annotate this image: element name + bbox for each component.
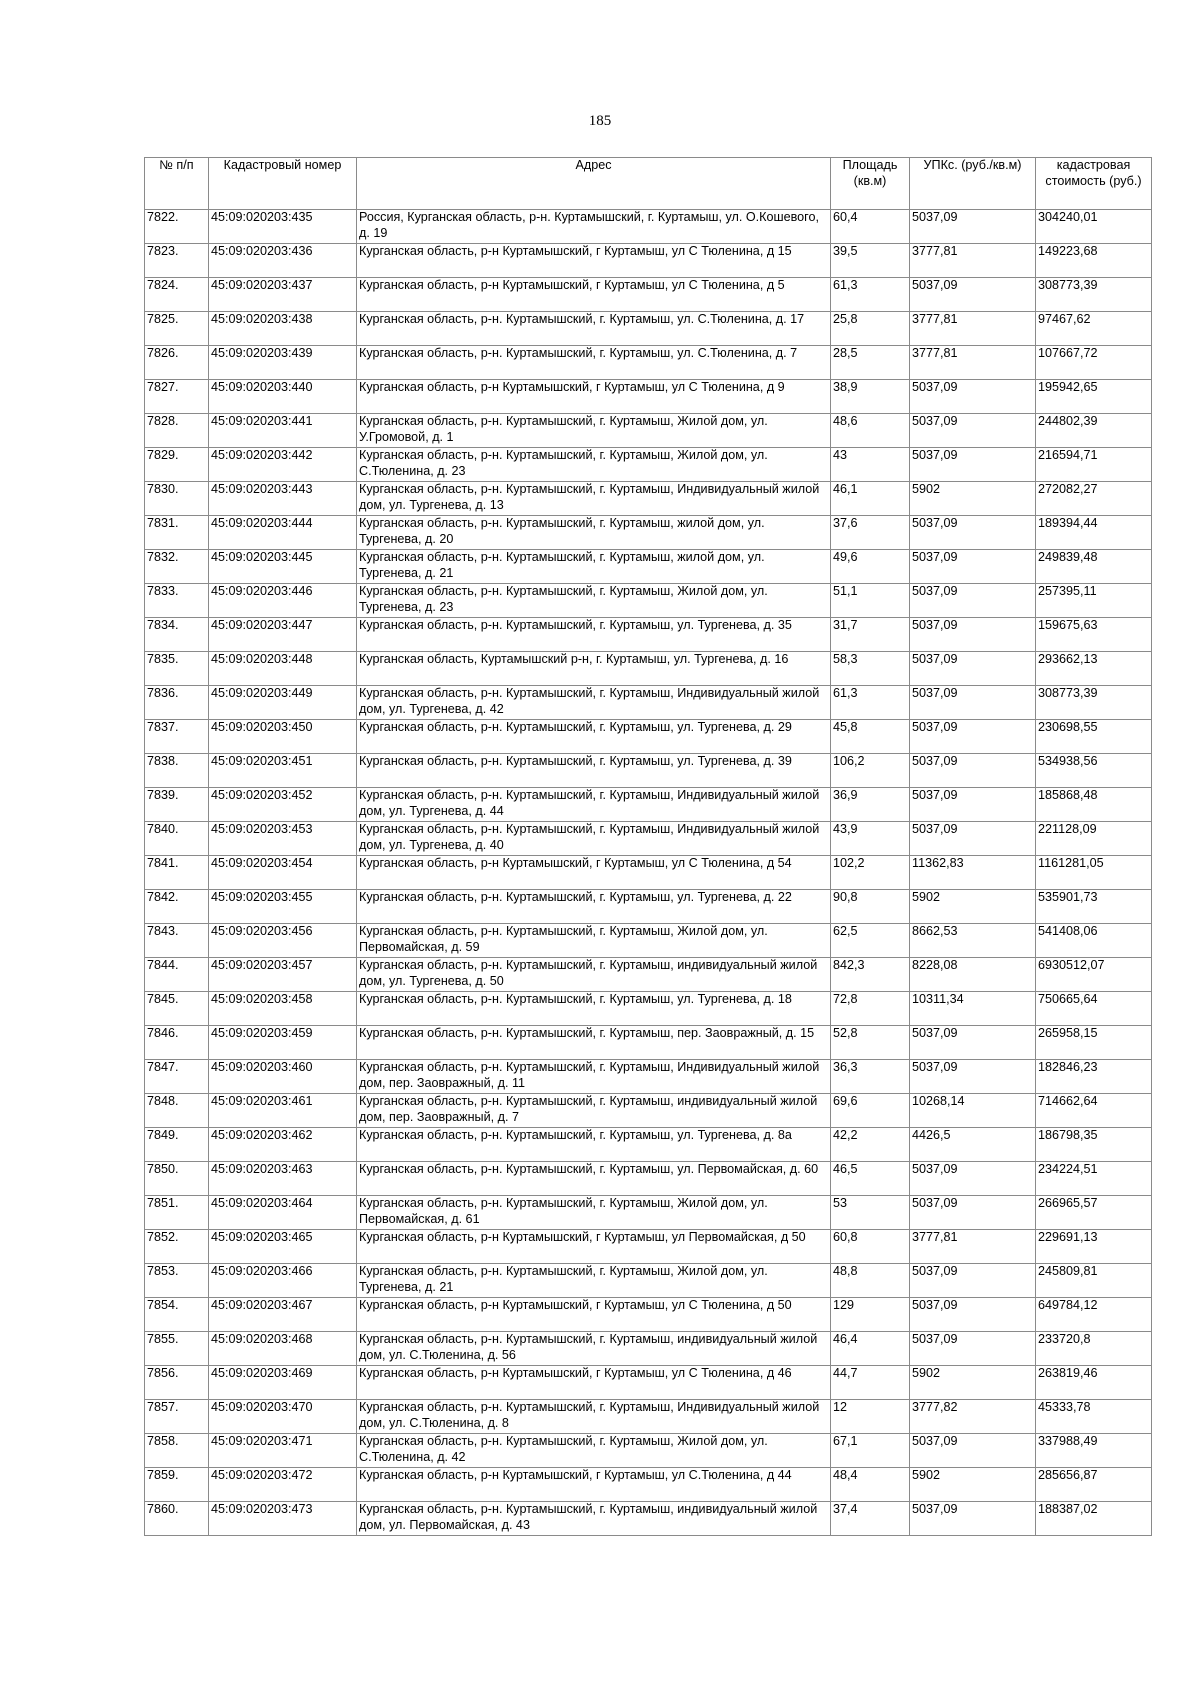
cell-row-number: 7831. bbox=[145, 516, 209, 550]
cell-upks: 5037,09 bbox=[910, 550, 1036, 584]
cell-cadastral-number: 45:09:020203:463 bbox=[209, 1162, 357, 1196]
cell-row-number: 7840. bbox=[145, 822, 209, 856]
cell-cadastral-number: 45:09:020203:450 bbox=[209, 720, 357, 754]
cell-address: Курганская область, р-н. Куртамышский, г. Куртамыш, ул. Тургенева, д. 8а bbox=[357, 1128, 831, 1162]
cell-upks: 8228,08 bbox=[910, 958, 1036, 992]
cell-cadastral-number: 45:09:020203:454 bbox=[209, 856, 357, 890]
header-upks: УПКс. (руб./кв.м) bbox=[910, 158, 1036, 210]
table-row bbox=[145, 380, 1152, 414]
cell-area: 38,9 bbox=[831, 380, 910, 414]
cell-cadastral-number: 45:09:020203:436 bbox=[209, 244, 357, 278]
cell-upks: 5902 bbox=[910, 1468, 1036, 1502]
table-row bbox=[145, 754, 1152, 788]
cell-cadastral-cost: 107667,72 bbox=[1036, 346, 1152, 380]
cell-cadastral-number: 45:09:020203:469 bbox=[209, 1366, 357, 1400]
cell-upks: 5037,09 bbox=[910, 1060, 1036, 1094]
cell-cadastral-number: 45:09:020203:457 bbox=[209, 958, 357, 992]
cell-row-number: 7854. bbox=[145, 1298, 209, 1332]
table-row bbox=[145, 516, 1152, 550]
cell-area: 31,7 bbox=[831, 618, 910, 652]
cell-area: 842,3 bbox=[831, 958, 910, 992]
cell-cadastral-number: 45:09:020203:464 bbox=[209, 1196, 357, 1230]
cell-upks: 5037,09 bbox=[910, 448, 1036, 482]
cell-area: 25,8 bbox=[831, 312, 910, 346]
cell-address: Курганская область, р-н Куртамышский, г Куртамыш, ул С Тюленина, д 15 bbox=[357, 244, 831, 278]
cell-cadastral-number: 45:09:020203:460 bbox=[209, 1060, 357, 1094]
page-number: 185 bbox=[588, 113, 612, 129]
cell-upks: 5037,09 bbox=[910, 1026, 1036, 1060]
cell-area: 52,8 bbox=[831, 1026, 910, 1060]
cell-address: Курганская область, р-н Куртамышский, г Куртамыш, ул Первомайская, д 50 bbox=[357, 1230, 831, 1264]
table-row bbox=[145, 1400, 1152, 1434]
cell-cadastral-cost: 293662,13 bbox=[1036, 652, 1152, 686]
cell-upks: 11362,83 bbox=[910, 856, 1036, 890]
cell-address: Курганская область, р-н. Куртамышский, г. Куртамыш, жилой дом, ул. Тургенева, д. 20 bbox=[357, 516, 831, 550]
cell-row-number: 7822. bbox=[145, 210, 209, 244]
cell-cadastral-cost: 308773,39 bbox=[1036, 278, 1152, 312]
cell-cadastral-cost: 188387,02 bbox=[1036, 1502, 1152, 1536]
cell-area: 90,8 bbox=[831, 890, 910, 924]
cell-upks: 5037,09 bbox=[910, 1162, 1036, 1196]
table-row bbox=[145, 244, 1152, 278]
cell-row-number: 7848. bbox=[145, 1094, 209, 1128]
cell-address: Курганская область, р-н. Куртамышский, г. Куртамыш, Индивидуальный жилой дом, пер. Заовражный, д. 11 bbox=[357, 1060, 831, 1094]
cell-cadastral-number: 45:09:020203:451 bbox=[209, 754, 357, 788]
table-row bbox=[145, 856, 1152, 890]
cell-upks: 8662,53 bbox=[910, 924, 1036, 958]
table-row bbox=[145, 618, 1152, 652]
cell-upks: 5037,09 bbox=[910, 210, 1036, 244]
cell-address: Курганская область, р-н. Куртамышский, г. Куртамыш, ул. Тургенева, д. 35 bbox=[357, 618, 831, 652]
cell-area: 69,6 bbox=[831, 1094, 910, 1128]
cell-row-number: 7843. bbox=[145, 924, 209, 958]
cell-address: Курганская область, р-н. Куртамышский, г. Куртамыш, ул. Тургенева, д. 29 bbox=[357, 720, 831, 754]
cell-upks: 5037,09 bbox=[910, 652, 1036, 686]
table-row bbox=[145, 1162, 1152, 1196]
cell-address: Курганская область, р-н. Куртамышский, г. Куртамыш, Жилой дом, ул. С.Тюленина, д. 23 bbox=[357, 448, 831, 482]
cell-upks: 5037,09 bbox=[910, 1434, 1036, 1468]
cell-area: 48,8 bbox=[831, 1264, 910, 1298]
table-row bbox=[145, 1196, 1152, 1230]
cell-cadastral-number: 45:09:020203:443 bbox=[209, 482, 357, 516]
cell-cadastral-number: 45:09:020203:468 bbox=[209, 1332, 357, 1366]
cell-address: Курганская область, р-н. Куртамышский, г. Куртамыш, Индивидуальный жилой дом, ул. С.Тюленина, д. 8 bbox=[357, 1400, 831, 1434]
cell-area: 46,5 bbox=[831, 1162, 910, 1196]
cell-cadastral-number: 45:09:020203:444 bbox=[209, 516, 357, 550]
table-row bbox=[145, 1094, 1152, 1128]
cell-row-number: 7838. bbox=[145, 754, 209, 788]
table-row bbox=[145, 482, 1152, 516]
table-row bbox=[145, 1298, 1152, 1332]
cell-upks: 5037,09 bbox=[910, 516, 1036, 550]
cell-address: Курганская область, р-н Куртамышский, г Куртамыш, ул С.Тюленина, д 44 bbox=[357, 1468, 831, 1502]
cell-address: Курганская область, р-н. Куртамышский, г. Куртамыш, индивидуальный жилой дом, ул. Первомайская, д. 43 bbox=[357, 1502, 831, 1536]
cell-area: 61,3 bbox=[831, 278, 910, 312]
cell-upks: 3777,81 bbox=[910, 244, 1036, 278]
cell-row-number: 7828. bbox=[145, 414, 209, 448]
cell-row-number: 7847. bbox=[145, 1060, 209, 1094]
cell-row-number: 7856. bbox=[145, 1366, 209, 1400]
cell-address: Россия, Курганская область, р-н. Куртамышский, г. Куртамыш, ул. О.Кошевого, д. 19 bbox=[357, 210, 831, 244]
cell-upks: 5037,09 bbox=[910, 414, 1036, 448]
cell-cadastral-cost: 185868,48 bbox=[1036, 788, 1152, 822]
cell-row-number: 7850. bbox=[145, 1162, 209, 1196]
cell-address: Курганская область, р-н. Куртамышский, г. Куртамыш, Жилой дом, ул. Тургенева, д. 23 bbox=[357, 584, 831, 618]
cell-cadastral-number: 45:09:020203:442 bbox=[209, 448, 357, 482]
table-row bbox=[145, 448, 1152, 482]
table-row bbox=[145, 1026, 1152, 1060]
cell-area: 46,1 bbox=[831, 482, 910, 516]
cell-row-number: 7860. bbox=[145, 1502, 209, 1536]
cell-cadastral-number: 45:09:020203:461 bbox=[209, 1094, 357, 1128]
cell-address: Курганская область, р-н. Куртамышский, г. Куртамыш, Жилой дом, ул. Первомайская, д. 59 bbox=[357, 924, 831, 958]
table-row bbox=[145, 584, 1152, 618]
table-row bbox=[145, 788, 1152, 822]
cell-cadastral-number: 45:09:020203:471 bbox=[209, 1434, 357, 1468]
cell-upks: 5902 bbox=[910, 1366, 1036, 1400]
cell-row-number: 7857. bbox=[145, 1400, 209, 1434]
cell-row-number: 7827. bbox=[145, 380, 209, 414]
cell-cadastral-number: 45:09:020203:440 bbox=[209, 380, 357, 414]
cell-row-number: 7853. bbox=[145, 1264, 209, 1298]
cell-cadastral-cost: 159675,63 bbox=[1036, 618, 1152, 652]
cell-area: 102,2 bbox=[831, 856, 910, 890]
cell-cadastral-cost: 195942,65 bbox=[1036, 380, 1152, 414]
cell-area: 48,4 bbox=[831, 1468, 910, 1502]
cell-address: Курганская область, р-н. Куртамышский, г. Куртамыш, индивидуальный жилой дом, ул. С.Тюленина, д. 56 bbox=[357, 1332, 831, 1366]
header-address: Адрес bbox=[357, 158, 831, 210]
cell-cadastral-number: 45:09:020203:449 bbox=[209, 686, 357, 720]
cell-address: Курганская область, р-н. Куртамышский, г. Куртамыш, пер. Заовражный, д. 15 bbox=[357, 1026, 831, 1060]
cell-area: 37,4 bbox=[831, 1502, 910, 1536]
cell-cadastral-number: 45:09:020203:439 bbox=[209, 346, 357, 380]
cell-row-number: 7823. bbox=[145, 244, 209, 278]
table-row bbox=[145, 686, 1152, 720]
cell-cadastral-number: 45:09:020203:465 bbox=[209, 1230, 357, 1264]
cell-address: Курганская область, р-н. Куртамышский, г. Куртамыш, Жилой дом, ул. Первомайская, д. 61 bbox=[357, 1196, 831, 1230]
cell-upks: 5037,09 bbox=[910, 822, 1036, 856]
cell-cadastral-number: 45:09:020203:470 bbox=[209, 1400, 357, 1434]
cell-upks: 5037,09 bbox=[910, 686, 1036, 720]
cell-address: Курганская область, Куртамышский р-н, г. Куртамыш, ул. Тургенева, д. 16 bbox=[357, 652, 831, 686]
cell-upks: 5037,09 bbox=[910, 1502, 1036, 1536]
cell-row-number: 7851. bbox=[145, 1196, 209, 1230]
cell-row-number: 7837. bbox=[145, 720, 209, 754]
cell-address: Курганская область, р-н. Куртамышский, г. Куртамыш, Индивидуальный жилой дом, ул. Тургенева, д. 44 bbox=[357, 788, 831, 822]
cell-address: Курганская область, р-н. Куртамышский, г. Куртамыш, Индивидуальный жилой дом, ул. Тургенева, д. 13 bbox=[357, 482, 831, 516]
table-row bbox=[145, 924, 1152, 958]
cell-cadastral-cost: 149223,68 bbox=[1036, 244, 1152, 278]
cell-cadastral-cost: 221128,09 bbox=[1036, 822, 1152, 856]
cell-cadastral-cost: 1161281,05 bbox=[1036, 856, 1152, 890]
cell-cadastral-cost: 304240,01 bbox=[1036, 210, 1152, 244]
cell-cadastral-number: 45:09:020203:441 bbox=[209, 414, 357, 448]
cell-cadastral-cost: 285656,87 bbox=[1036, 1468, 1152, 1502]
cell-row-number: 7834. bbox=[145, 618, 209, 652]
cell-row-number: 7845. bbox=[145, 992, 209, 1026]
cell-cadastral-number: 45:09:020203:458 bbox=[209, 992, 357, 1026]
cell-upks: 5037,09 bbox=[910, 1196, 1036, 1230]
cell-cadastral-cost: 337988,49 bbox=[1036, 1434, 1152, 1468]
cell-cadastral-cost: 216594,71 bbox=[1036, 448, 1152, 482]
cell-cadastral-number: 45:09:020203:437 bbox=[209, 278, 357, 312]
cell-area: 45,8 bbox=[831, 720, 910, 754]
cell-cadastral-cost: 186798,35 bbox=[1036, 1128, 1152, 1162]
cell-row-number: 7824. bbox=[145, 278, 209, 312]
cell-upks: 5037,09 bbox=[910, 788, 1036, 822]
cell-upks: 5037,09 bbox=[910, 1298, 1036, 1332]
cell-cadastral-cost: 534938,56 bbox=[1036, 754, 1152, 788]
table-row bbox=[145, 1264, 1152, 1298]
cell-area: 37,6 bbox=[831, 516, 910, 550]
cell-upks: 3777,82 bbox=[910, 1400, 1036, 1434]
cell-upks: 3777,81 bbox=[910, 346, 1036, 380]
cell-cadastral-number: 45:09:020203:453 bbox=[209, 822, 357, 856]
table-row bbox=[145, 278, 1152, 312]
cell-cadastral-cost: 45333,78 bbox=[1036, 1400, 1152, 1434]
cell-address: Курганская область, р-н. Куртамышский, г. Куртамыш, Жилой дом, ул. С.Тюленина, д. 42 bbox=[357, 1434, 831, 1468]
cell-row-number: 7829. bbox=[145, 448, 209, 482]
cell-area: 28,5 bbox=[831, 346, 910, 380]
cell-area: 46,4 bbox=[831, 1332, 910, 1366]
cell-cadastral-number: 45:09:020203:447 bbox=[209, 618, 357, 652]
cell-cadastral-number: 45:09:020203:466 bbox=[209, 1264, 357, 1298]
cell-cadastral-cost: 714662,64 bbox=[1036, 1094, 1152, 1128]
cell-address: Курганская область, р-н. Куртамышский, г. Куртамыш, ул. С.Тюленина, д. 7 bbox=[357, 346, 831, 380]
table-row bbox=[145, 1366, 1152, 1400]
cell-upks: 5037,09 bbox=[910, 584, 1036, 618]
cell-cadastral-cost: 649784,12 bbox=[1036, 1298, 1152, 1332]
table-row bbox=[145, 822, 1152, 856]
cell-upks: 5037,09 bbox=[910, 1264, 1036, 1298]
cell-row-number: 7852. bbox=[145, 1230, 209, 1264]
cell-row-number: 7833. bbox=[145, 584, 209, 618]
cell-upks: 5037,09 bbox=[910, 380, 1036, 414]
cell-area: 67,1 bbox=[831, 1434, 910, 1468]
cell-area: 48,6 bbox=[831, 414, 910, 448]
cell-row-number: 7835. bbox=[145, 652, 209, 686]
cell-area: 36,9 bbox=[831, 788, 910, 822]
cell-area: 62,5 bbox=[831, 924, 910, 958]
cell-address: Курганская область, р-н. Куртамышский, г. Куртамыш, индивидуальный жилой дом, ул. Тургенева, д. 50 bbox=[357, 958, 831, 992]
cell-row-number: 7846. bbox=[145, 1026, 209, 1060]
cell-row-number: 7855. bbox=[145, 1332, 209, 1366]
cell-cadastral-cost: 97467,62 bbox=[1036, 312, 1152, 346]
cell-cadastral-number: 45:09:020203:459 bbox=[209, 1026, 357, 1060]
cell-area: 49,6 bbox=[831, 550, 910, 584]
cell-cadastral-cost: 230698,55 bbox=[1036, 720, 1152, 754]
cell-row-number: 7849. bbox=[145, 1128, 209, 1162]
cell-cadastral-cost: 249839,48 bbox=[1036, 550, 1152, 584]
cell-area: 36,3 bbox=[831, 1060, 910, 1094]
cell-address: Курганская область, р-н. Куртамышский, г. Куртамыш, ул. Первомайская, д. 60 bbox=[357, 1162, 831, 1196]
cell-cadastral-cost: 182846,23 bbox=[1036, 1060, 1152, 1094]
table-header-row bbox=[145, 158, 1152, 210]
table-row bbox=[145, 890, 1152, 924]
table-row bbox=[145, 1468, 1152, 1502]
header-row-number: № п/п bbox=[145, 158, 209, 210]
cell-area: 60,4 bbox=[831, 210, 910, 244]
cell-area: 129 bbox=[831, 1298, 910, 1332]
cell-address: Курганская область, р-н Куртамышский, г Куртамыш, ул С Тюленина, д 50 bbox=[357, 1298, 831, 1332]
cell-address: Курганская область, р-н Куртамышский, г Куртамыш, ул С Тюленина, д 46 bbox=[357, 1366, 831, 1400]
cell-upks: 10311,34 bbox=[910, 992, 1036, 1026]
cell-cadastral-number: 45:09:020203:462 bbox=[209, 1128, 357, 1162]
table-row bbox=[145, 720, 1152, 754]
cell-cadastral-number: 45:09:020203:446 bbox=[209, 584, 357, 618]
cell-cadastral-cost: 308773,39 bbox=[1036, 686, 1152, 720]
cell-cadastral-cost: 266965,57 bbox=[1036, 1196, 1152, 1230]
cell-cadastral-cost: 265958,15 bbox=[1036, 1026, 1152, 1060]
cell-area: 43 bbox=[831, 448, 910, 482]
cell-area: 42,2 bbox=[831, 1128, 910, 1162]
cell-address: Курганская область, р-н. Куртамышский, г. Куртамыш, индивидуальный жилой дом, пер. Заовражный, д. 7 bbox=[357, 1094, 831, 1128]
table-row bbox=[145, 652, 1152, 686]
cell-row-number: 7826. bbox=[145, 346, 209, 380]
cell-row-number: 7842. bbox=[145, 890, 209, 924]
cell-cadastral-number: 45:09:020203:448 bbox=[209, 652, 357, 686]
table-row bbox=[145, 210, 1152, 244]
cell-address: Курганская область, р-н. Куртамышский, г. Куртамыш, ул. Тургенева, д. 18 bbox=[357, 992, 831, 1026]
cell-row-number: 7825. bbox=[145, 312, 209, 346]
table-row bbox=[145, 1060, 1152, 1094]
cell-cadastral-number: 45:09:020203:467 bbox=[209, 1298, 357, 1332]
cell-upks: 5902 bbox=[910, 890, 1036, 924]
cell-cadastral-number: 45:09:020203:452 bbox=[209, 788, 357, 822]
cell-row-number: 7841. bbox=[145, 856, 209, 890]
cell-cadastral-number: 45:09:020203:473 bbox=[209, 1502, 357, 1536]
table-row bbox=[145, 958, 1152, 992]
table-row bbox=[145, 1434, 1152, 1468]
cell-upks: 3777,81 bbox=[910, 312, 1036, 346]
cell-row-number: 7844. bbox=[145, 958, 209, 992]
cell-cadastral-cost: 245809,81 bbox=[1036, 1264, 1152, 1298]
cell-area: 106,2 bbox=[831, 754, 910, 788]
table-row bbox=[145, 1502, 1152, 1536]
cell-cadastral-cost: 750665,64 bbox=[1036, 992, 1152, 1026]
cell-cadastral-cost: 263819,46 bbox=[1036, 1366, 1152, 1400]
cell-row-number: 7832. bbox=[145, 550, 209, 584]
cell-address: Курганская область, р-н. Куртамышский, г. Куртамыш, ул. Тургенева, д. 39 bbox=[357, 754, 831, 788]
cell-cadastral-cost: 541408,06 bbox=[1036, 924, 1152, 958]
cell-address: Курганская область, р-н. Куртамышский, г. Куртамыш, жилой дом, ул. Тургенева, д. 21 bbox=[357, 550, 831, 584]
cell-area: 72,8 bbox=[831, 992, 910, 1026]
cell-cadastral-number: 45:09:020203:456 bbox=[209, 924, 357, 958]
cell-upks: 5037,09 bbox=[910, 720, 1036, 754]
cell-area: 51,1 bbox=[831, 584, 910, 618]
cell-address: Курганская область, р-н Куртамышский, г Куртамыш, ул С Тюленина, д 54 bbox=[357, 856, 831, 890]
header-cadastral-number: Кадастровый номер bbox=[209, 158, 357, 210]
cell-row-number: 7859. bbox=[145, 1468, 209, 1502]
cell-cadastral-cost: 189394,44 bbox=[1036, 516, 1152, 550]
table-row bbox=[145, 550, 1152, 584]
cell-upks: 5037,09 bbox=[910, 618, 1036, 652]
cell-cadastral-number: 45:09:020203:445 bbox=[209, 550, 357, 584]
cell-address: Курганская область, р-н Куртамышский, г Куртамыш, ул С Тюленина, д 9 bbox=[357, 380, 831, 414]
cell-area: 60,8 bbox=[831, 1230, 910, 1264]
table-row bbox=[145, 346, 1152, 380]
cell-cadastral-number: 45:09:020203:455 bbox=[209, 890, 357, 924]
cell-area: 43,9 bbox=[831, 822, 910, 856]
cadastral-table bbox=[144, 157, 1152, 1536]
cell-area: 61,3 bbox=[831, 686, 910, 720]
cell-upks: 4426,5 bbox=[910, 1128, 1036, 1162]
cell-cadastral-cost: 244802,39 bbox=[1036, 414, 1152, 448]
cell-cadastral-cost: 272082,27 bbox=[1036, 482, 1152, 516]
cell-address: Курганская область, р-н. Куртамышский, г. Куртамыш, Индивидуальный жилой дом, ул. Тургенева, д. 40 bbox=[357, 822, 831, 856]
cell-upks: 10268,14 bbox=[910, 1094, 1036, 1128]
cell-cadastral-number: 45:09:020203:472 bbox=[209, 1468, 357, 1502]
cell-address: Курганская область, р-н. Куртамышский, г. Куртамыш, ул. С.Тюленина, д. 17 bbox=[357, 312, 831, 346]
cell-upks: 3777,81 bbox=[910, 1230, 1036, 1264]
cell-row-number: 7836. bbox=[145, 686, 209, 720]
table-row bbox=[145, 1230, 1152, 1264]
cell-area: 12 bbox=[831, 1400, 910, 1434]
cell-address: Курганская область, р-н. Куртамышский, г. Куртамыш, Жилой дом, ул. Тургенева, д. 21 bbox=[357, 1264, 831, 1298]
cell-cadastral-number: 45:09:020203:438 bbox=[209, 312, 357, 346]
cell-cadastral-cost: 257395,11 bbox=[1036, 584, 1152, 618]
cell-area: 39,5 bbox=[831, 244, 910, 278]
cell-area: 53 bbox=[831, 1196, 910, 1230]
cell-cadastral-cost: 229691,13 bbox=[1036, 1230, 1152, 1264]
cell-area: 58,3 bbox=[831, 652, 910, 686]
cell-upks: 5902 bbox=[910, 482, 1036, 516]
table-row bbox=[145, 1332, 1152, 1366]
cell-upks: 5037,09 bbox=[910, 1332, 1036, 1366]
cell-cadastral-cost: 233720,8 bbox=[1036, 1332, 1152, 1366]
cell-cadastral-number: 45:09:020203:435 bbox=[209, 210, 357, 244]
table-body bbox=[145, 210, 1152, 1536]
table-row bbox=[145, 414, 1152, 448]
cell-upks: 5037,09 bbox=[910, 278, 1036, 312]
table-row bbox=[145, 312, 1152, 346]
header-cadastral-cost: кадастровая стоимость (руб.) bbox=[1036, 158, 1152, 210]
cell-row-number: 7839. bbox=[145, 788, 209, 822]
header-area: Площадь (кв.м) bbox=[831, 158, 910, 210]
table-row bbox=[145, 992, 1152, 1026]
cell-cadastral-cost: 6930512,07 bbox=[1036, 958, 1152, 992]
cell-address: Курганская область, р-н Куртамышский, г Куртамыш, ул С Тюленина, д 5 bbox=[357, 278, 831, 312]
cell-cadastral-cost: 535901,73 bbox=[1036, 890, 1152, 924]
cell-address: Курганская область, р-н. Куртамышский, г. Куртамыш, Жилой дом, ул. У.Громовой, д. 1 bbox=[357, 414, 831, 448]
cell-area: 44,7 bbox=[831, 1366, 910, 1400]
table-row bbox=[145, 1128, 1152, 1162]
cell-row-number: 7830. bbox=[145, 482, 209, 516]
cell-upks: 5037,09 bbox=[910, 754, 1036, 788]
cell-row-number: 7858. bbox=[145, 1434, 209, 1468]
cell-address: Курганская область, р-н. Куртамышский, г. Куртамыш, ул. Тургенева, д. 22 bbox=[357, 890, 831, 924]
cell-address: Курганская область, р-н. Куртамышский, г. Куртамыш, Индивидуальный жилой дом, ул. Тургенева, д. 42 bbox=[357, 686, 831, 720]
cell-cadastral-cost: 234224,51 bbox=[1036, 1162, 1152, 1196]
